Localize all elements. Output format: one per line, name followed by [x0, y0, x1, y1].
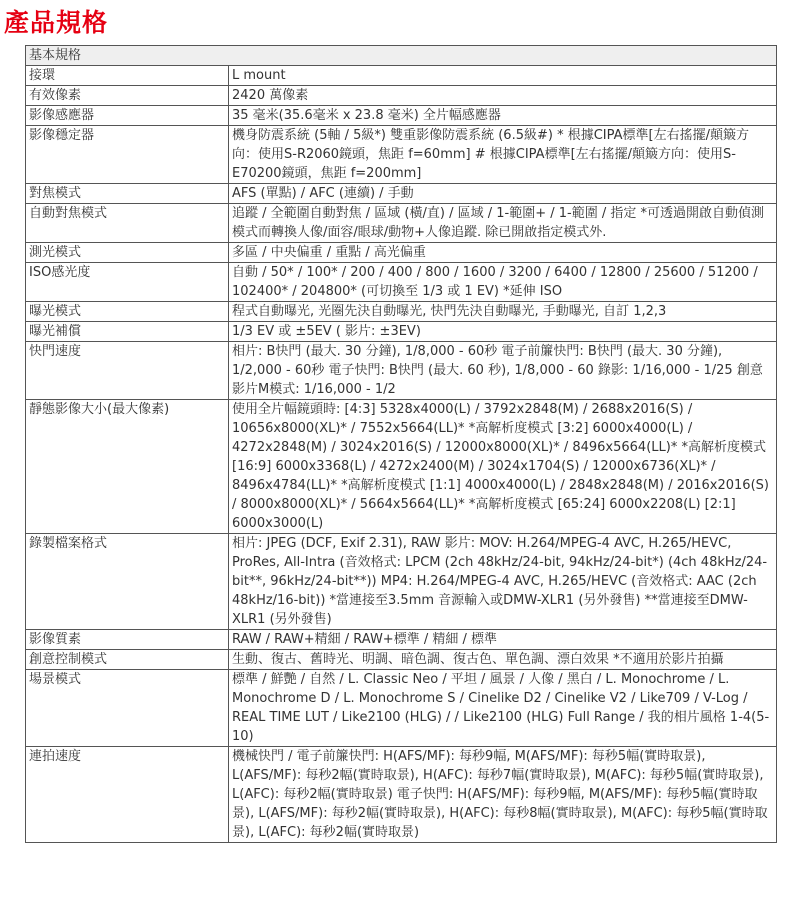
spec-value: 標準 / 鮮艷 / 自然 / L. Classic Neo / 平坦 / 風景 / 人像 / 黑白 / L. Monochrome / L. Monochrome D / L. Monochrome S / Cinelike D2 / Cinelike V2 / Like709 / V-Log / REAL TIME LUT / Like2100 (HLG) / / Like2100 (HLG) Full Range / 我的相片風格 1-4(5-10) [229, 670, 777, 747]
spec-value: 追蹤 / 全範圍自動對焦 / 區域 (橫/直) / 區域 / 1-範圍+ / 1-範圍 / 指定 *可透過開啟自動偵測模式而轉換人像/面容/眼球/動物+人像追蹤. 除已開啟指定模式外. [229, 204, 777, 243]
spec-row [26, 322, 777, 342]
spec-value: 生動、復古、舊時光、明調、暗色調、復古色、單色調、漂白效果 *不適用於影片拍攝 [229, 650, 777, 670]
spec-value: AFS (單點) / AFC (連續) / 手動 [229, 184, 777, 204]
spec-value: 2420 萬像素 [229, 86, 777, 106]
spec-row [26, 184, 777, 204]
spec-label: 影像質素 [26, 630, 229, 650]
spec-value: 1/3 EV 或 ±5EV ( 影片: ±3EV) [229, 322, 777, 342]
spec-value: 多區 / 中央偏重 / 重點 / 高光偏重 [229, 243, 777, 263]
spec-value: 機身防震系統 (5軸 / 5級*) 雙重影像防震系統 (6.5級#) * 根據CIPA標準[左右搖擺/顛簸方向：使用S-R2060鏡頭，焦距 f=60mm] # 根據CIPA標準[左右搖擺/顛簸方向：使用S-E70200鏡頭，焦距 f=200mm] [229, 126, 777, 184]
spec-label: 靜態影像大小(最大像素) [26, 400, 229, 534]
spec-label: 連拍速度 [26, 747, 229, 843]
spec-row [26, 263, 777, 302]
spec-value: 相片: JPEG (DCF, Exif 2.31), RAW 影片: MOV: H.264/MPEG-4 AVC, H.265/HEVC, ProRes, All-Intra (音效格式: LPCM (2ch 48kHz/24-bit, 94kHz/24-bit*) (4ch 48kHz/24-bit**, 96kHz/24-bit**)) MP4: H.264/MPEG-4 AVC, H.265/HEVC (音效格式: AAC (2ch 48kHz/16-bit)) *當連接至3.5mm 音源輸入或DMW-XLR1 (另外發售) **當連接至DMW-XLR1 (另外發售) [229, 534, 777, 630]
spec-label: 對焦模式 [26, 184, 229, 204]
spec-label: 影像感應器 [26, 106, 229, 126]
section-header-row [26, 46, 777, 66]
spec-row [26, 342, 777, 400]
spec-row [26, 747, 777, 843]
spec-value: 相片: B快門 (最大. 30 分鐘), 1/8,000 - 60秒 電子前簾快門: B快門 (最大. 30 分鐘), 1/2,000 - 60秒 電子快門: B快門 (最大. 60 秒), 1/8,000 - 60 錄影: 1/16,000 - 1/25 創意影片M模式: 1/16,000 - 1/2 [229, 342, 777, 400]
spec-row [26, 630, 777, 650]
spec-label: 創意控制模式 [26, 650, 229, 670]
spec-label: ISO感光度 [26, 263, 229, 302]
spec-label: 接環 [26, 66, 229, 86]
section-header: 基本規格 [26, 46, 777, 66]
spec-value: RAW / RAW+精細 / RAW+標準 / 精細 / 標準 [229, 630, 777, 650]
spec-label: 曝光補償 [26, 322, 229, 342]
spec-row [26, 86, 777, 106]
spec-row [26, 650, 777, 670]
spec-row [26, 302, 777, 322]
spec-row [26, 243, 777, 263]
spec-value: 程式自動曝光, 光圈先決自動曝光, 快門先決自動曝光, 手動曝光, 自訂 1,2,3 [229, 302, 777, 322]
spec-label: 曝光模式 [26, 302, 229, 322]
spec-label: 場景模式 [26, 670, 229, 747]
spec-value: 機械快門 / 電子前簾快門: H(AFS/MF): 每秒9幅, M(AFS/MF): 每秒5幅(實時取景), L(AFS/MF): 每秒2幅(實時取景), H(AFC): 每秒7幅(實時取景), M(AFC): 每秒5幅(實時取景), L(AFC): 每秒2幅(實時取景) 電子快門: H(AFS/MF): 每秒9幅, M(AFS/MF): 每秒5幅(實時取景), L(AFS/MF): 每秒2幅(實時取景), H(AFC): 每秒8幅(實時取景), M(AFC): 每秒5幅(實時取景), L(AFC): 每秒2幅(實時取景) [229, 747, 777, 843]
spec-table [25, 45, 777, 843]
spec-value: 自動 / 50* / 100* / 200 / 400 / 800 / 1600 / 3200 / 6400 / 12800 / 25600 / 51200 / 102400* / 204800* (可切換至 1/3 或 1 EV) *延伸 ISO [229, 263, 777, 302]
spec-row [26, 670, 777, 747]
spec-value: L mount [229, 66, 777, 86]
spec-label: 自動對焦模式 [26, 204, 229, 243]
spec-label: 有效像素 [26, 86, 229, 106]
spec-row [26, 204, 777, 243]
spec-row [26, 106, 777, 126]
spec-row [26, 400, 777, 534]
spec-value: 使用全片幅鏡頭時: [4:3] 5328x4000(L) / 3792x2848(M) / 2688x2016(S) / 10656x8000(XL)* / 7552x5664(LL)* *高解析度模式 [3:2] 6000x4000(L) / 4272x2848(M) / 3024x2016(S) / 12000x8000(XL)* / 8496x5664(LL)* *高解析度模式 [16:9] 6000x3368(L) / 4272x2400(M) / 3024x1704(S) / 12000x6736(XL)* / 8496x4784(LL)* *高解析度模式 [1:1] 4000x4000(L) / 2848x2848(M) / 2016x2016(S) / 8000x8000(XL)* / 5664x5664(LL)* *高解析度模式 [65:24] 6000x2208(L) [2:1] 6000x3000(L) [229, 400, 777, 534]
spec-row [26, 66, 777, 86]
spec-label: 測光模式 [26, 243, 229, 263]
page-title: 產品規格 [4, 8, 109, 37]
spec-row [26, 534, 777, 630]
spec-label: 影像穩定器 [26, 126, 229, 184]
spec-value: 35 毫米(35.6毫米 x 23.8 毫米) 全片幅感應器 [229, 106, 777, 126]
spec-label: 錄製檔案格式 [26, 534, 229, 630]
spec-row [26, 126, 777, 184]
spec-label: 快門速度 [26, 342, 229, 400]
